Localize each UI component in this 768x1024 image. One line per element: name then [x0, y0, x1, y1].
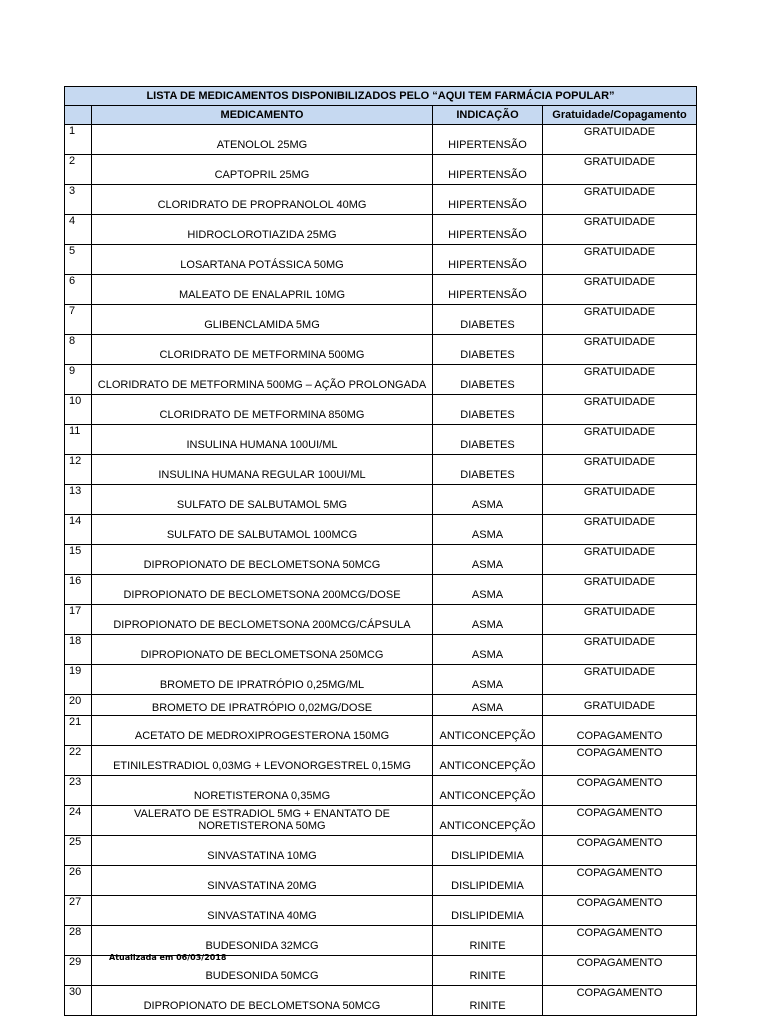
header-indicacao: INDICAÇÃO — [433, 106, 543, 125]
row-number: 28 — [65, 926, 92, 956]
row-number: 30 — [65, 986, 92, 1016]
row-medicamento: INSULINA HUMANA 100UI/ML — [92, 425, 433, 455]
row-number: 10 — [65, 395, 92, 425]
row-medicamento: DIPROPIONATO DE BECLOMETSONA 200MCG/DOSE — [92, 575, 433, 605]
row-number: 14 — [65, 515, 92, 545]
row-number: 5 — [65, 245, 92, 275]
row-medicamento: MALEATO DE ENALAPRIL 10MG — [92, 275, 433, 305]
table-row — [65, 746, 697, 776]
row-indicacao: ASMA — [433, 575, 543, 605]
table-header-row — [65, 106, 697, 125]
row-indicacao: ASMA — [433, 515, 543, 545]
row-gratuidade: GRATUIDADE — [543, 545, 697, 575]
row-indicacao: RINITE — [433, 986, 543, 1016]
row-medicamento: ATENOLOL 25MG — [92, 125, 433, 155]
row-gratuidade: GRATUIDADE — [543, 695, 697, 716]
row-medicamento: SINVASTATINA 40MG — [92, 896, 433, 926]
table-row — [65, 926, 697, 956]
table-row — [65, 635, 697, 665]
row-gratuidade: COPAGAMENTO — [543, 776, 697, 806]
row-gratuidade: GRATUIDADE — [543, 125, 697, 155]
row-indicacao: HIPERTENSÃO — [433, 185, 543, 215]
row-indicacao: DIABETES — [433, 455, 543, 485]
row-number: 27 — [65, 896, 92, 926]
row-indicacao: ASMA — [433, 695, 543, 716]
header-number — [65, 106, 92, 125]
row-indicacao: HIPERTENSÃO — [433, 245, 543, 275]
table-body — [65, 125, 697, 1016]
row-gratuidade: GRATUIDADE — [543, 215, 697, 245]
row-gratuidade: GRATUIDADE — [543, 155, 697, 185]
header-gratuidade: Gratuidade/Copagamento — [543, 106, 697, 125]
row-number: 24 — [65, 806, 92, 836]
row-medicamento: SULFATO DE SALBUTAMOL 100MCG — [92, 515, 433, 545]
row-indicacao: DIABETES — [433, 305, 543, 335]
row-gratuidade: COPAGAMENTO — [543, 896, 697, 926]
row-number: 11 — [65, 425, 92, 455]
row-gratuidade: GRATUIDADE — [543, 365, 697, 395]
row-medicamento: DIPROPIONATO DE BECLOMETSONA 250MCG — [92, 635, 433, 665]
table-row — [65, 575, 697, 605]
row-gratuidade: COPAGAMENTO — [543, 956, 697, 986]
table-row — [65, 125, 697, 155]
row-medicamento: NORETISTERONA 0,35MG — [92, 776, 433, 806]
row-medicamento: BROMETO DE IPRATRÓPIO 0,25MG/ML — [92, 665, 433, 695]
row-indicacao: ASMA — [433, 665, 543, 695]
row-medicamento: SULFATO DE SALBUTAMOL 5MG — [92, 485, 433, 515]
row-number: 4 — [65, 215, 92, 245]
row-number: 8 — [65, 335, 92, 365]
row-indicacao: HIPERTENSÃO — [433, 275, 543, 305]
row-indicacao: DIABETES — [433, 365, 543, 395]
row-gratuidade: COPAGAMENTO — [543, 836, 697, 866]
row-gratuidade: COPAGAMENTO — [543, 716, 697, 746]
row-number: 1 — [65, 125, 92, 155]
row-medicamento: BROMETO DE IPRATRÓPIO 0,02MG/DOSE — [92, 695, 433, 716]
row-indicacao: ANTICONCEPÇÃO — [433, 806, 543, 836]
table-row — [65, 665, 697, 695]
table-row — [65, 776, 697, 806]
row-medicamento: DIPROPIONATO DE BECLOMETSONA 200MCG/CÁPSULA — [92, 605, 433, 635]
table-row — [65, 425, 697, 455]
table-row — [65, 185, 697, 215]
row-medicamento: HIDROCLOROTIAZIDA 25MG — [92, 215, 433, 245]
row-gratuidade: GRATUIDADE — [543, 185, 697, 215]
row-number: 3 — [65, 185, 92, 215]
row-number: 22 — [65, 746, 92, 776]
row-indicacao: HIPERTENSÃO — [433, 155, 543, 185]
row-gratuidade: GRATUIDADE — [543, 455, 697, 485]
table-row — [65, 986, 697, 1016]
row-number: 12 — [65, 455, 92, 485]
row-medicamento: DIPROPIONATO DE BECLOMETSONA 50MCG — [92, 545, 433, 575]
row-number: 13 — [65, 485, 92, 515]
row-indicacao: ASMA — [433, 545, 543, 575]
header-medicamento: MEDICAMENTO — [92, 106, 433, 125]
row-gratuidade: GRATUIDADE — [543, 245, 697, 275]
row-number: 15 — [65, 545, 92, 575]
row-indicacao: ASMA — [433, 635, 543, 665]
row-medicamento: BUDESONIDA 32MCG — [92, 926, 433, 956]
row-medicamento: CAPTOPRIL 25MG — [92, 155, 433, 185]
row-number: 23 — [65, 776, 92, 806]
row-indicacao: DISLIPIDEMIA — [433, 866, 543, 896]
table-row — [65, 806, 697, 836]
row-gratuidade: GRATUIDADE — [543, 335, 697, 365]
row-number: 21 — [65, 716, 92, 746]
row-gratuidade: GRATUIDADE — [543, 425, 697, 455]
row-medicamento: ETINILESTRADIOL 0,03MG + LEVONORGESTREL 0,15MG — [92, 746, 433, 776]
row-indicacao: ASMA — [433, 485, 543, 515]
row-indicacao: HIPERTENSÃO — [433, 215, 543, 245]
row-gratuidade: GRATUIDADE — [543, 635, 697, 665]
row-gratuidade: COPAGAMENTO — [543, 866, 697, 896]
row-indicacao: HIPERTENSÃO — [433, 125, 543, 155]
table-row — [65, 896, 697, 926]
row-gratuidade: GRATUIDADE — [543, 395, 697, 425]
row-number: 2 — [65, 155, 92, 185]
row-indicacao: DIABETES — [433, 395, 543, 425]
row-medicamento: CLORIDRATO DE METFORMINA 500MG — [92, 335, 433, 365]
row-gratuidade: GRATUIDADE — [543, 575, 697, 605]
row-number: 18 — [65, 635, 92, 665]
table-row — [65, 836, 697, 866]
row-gratuidade: GRATUIDADE — [543, 515, 697, 545]
row-medicamento: SINVASTATINA 20MG — [92, 866, 433, 896]
row-indicacao: DISLIPIDEMIA — [433, 896, 543, 926]
row-indicacao: ASMA — [433, 605, 543, 635]
row-gratuidade: COPAGAMENTO — [543, 806, 697, 836]
table-row — [65, 305, 697, 335]
table-row — [65, 275, 697, 305]
row-medicamento: DIPROPIONATO DE BECLOMETSONA 50MCG — [92, 986, 433, 1016]
row-number: 17 — [65, 605, 92, 635]
table-row — [65, 485, 697, 515]
row-medicamento: VALERATO DE ESTRADIOL 5MG + ENANTATO DE NORETISTERONA 50MG — [92, 806, 433, 836]
table-row — [65, 455, 697, 485]
row-number: 16 — [65, 575, 92, 605]
updated-date-footer: Atualizada em 06/03/2018 — [109, 953, 227, 962]
row-gratuidade: GRATUIDADE — [543, 665, 697, 695]
row-indicacao: DISLIPIDEMIA — [433, 836, 543, 866]
row-number: 19 — [65, 665, 92, 695]
table-row — [65, 155, 697, 185]
row-indicacao: ANTICONCEPÇÃO — [433, 746, 543, 776]
row-medicamento: ACETATO DE MEDROXIPROGESTERONA 150MG — [92, 716, 433, 746]
row-medicamento: INSULINA HUMANA REGULAR 100UI/ML — [92, 455, 433, 485]
row-number: 7 — [65, 305, 92, 335]
table-row — [65, 395, 697, 425]
row-medicamento: SINVASTATINA 10MG — [92, 836, 433, 866]
row-gratuidade: COPAGAMENTO — [543, 986, 697, 1016]
table-row — [65, 545, 697, 575]
row-medicamento: GLIBENCLAMIDA 5MG — [92, 305, 433, 335]
row-indicacao: ANTICONCEPÇÃO — [433, 716, 543, 746]
row-gratuidade: GRATUIDADE — [543, 485, 697, 515]
row-number: 20 — [65, 695, 92, 716]
row-medicamento: LOSARTANA POTÁSSICA 50MG — [92, 245, 433, 275]
row-number: 29 — [65, 956, 92, 986]
row-indicacao: ANTICONCEPÇÃO — [433, 776, 543, 806]
table-row — [65, 335, 697, 365]
row-medicamento: CLORIDRATO DE METFORMINA 850MG — [92, 395, 433, 425]
table-row — [65, 515, 697, 545]
row-indicacao: RINITE — [433, 956, 543, 986]
medication-table — [64, 86, 697, 1016]
row-medicamento: BUDESONIDA 50MCG — [92, 956, 433, 986]
row-gratuidade: GRATUIDADE — [543, 275, 697, 305]
row-medicamento: CLORIDRATO DE PROPRANOLOL 40MG — [92, 185, 433, 215]
row-number: 26 — [65, 866, 92, 896]
table-row — [65, 605, 697, 635]
table-row — [65, 365, 697, 395]
table-title: LISTA DE MEDICAMENTOS DISPONIBILIZADOS PELO “AQUI TEM FARMÁCIA POPULAR” — [65, 87, 697, 106]
row-number: 9 — [65, 365, 92, 395]
table-row — [65, 866, 697, 896]
row-indicacao: RINITE — [433, 926, 543, 956]
row-indicacao: DIABETES — [433, 335, 543, 365]
table-row — [65, 245, 697, 275]
row-gratuidade: GRATUIDADE — [543, 605, 697, 635]
row-gratuidade: COPAGAMENTO — [543, 926, 697, 956]
row-gratuidade: COPAGAMENTO — [543, 746, 697, 776]
row-number: 6 — [65, 275, 92, 305]
table-title-row — [65, 87, 697, 106]
table-row — [65, 716, 697, 746]
table-row — [65, 695, 697, 716]
row-medicamento: CLORIDRATO DE METFORMINA 500MG – AÇÃO PROLONGADA — [92, 365, 433, 395]
row-indicacao: DIABETES — [433, 425, 543, 455]
row-gratuidade: GRATUIDADE — [543, 305, 697, 335]
table-row — [65, 215, 697, 245]
row-number: 25 — [65, 836, 92, 866]
